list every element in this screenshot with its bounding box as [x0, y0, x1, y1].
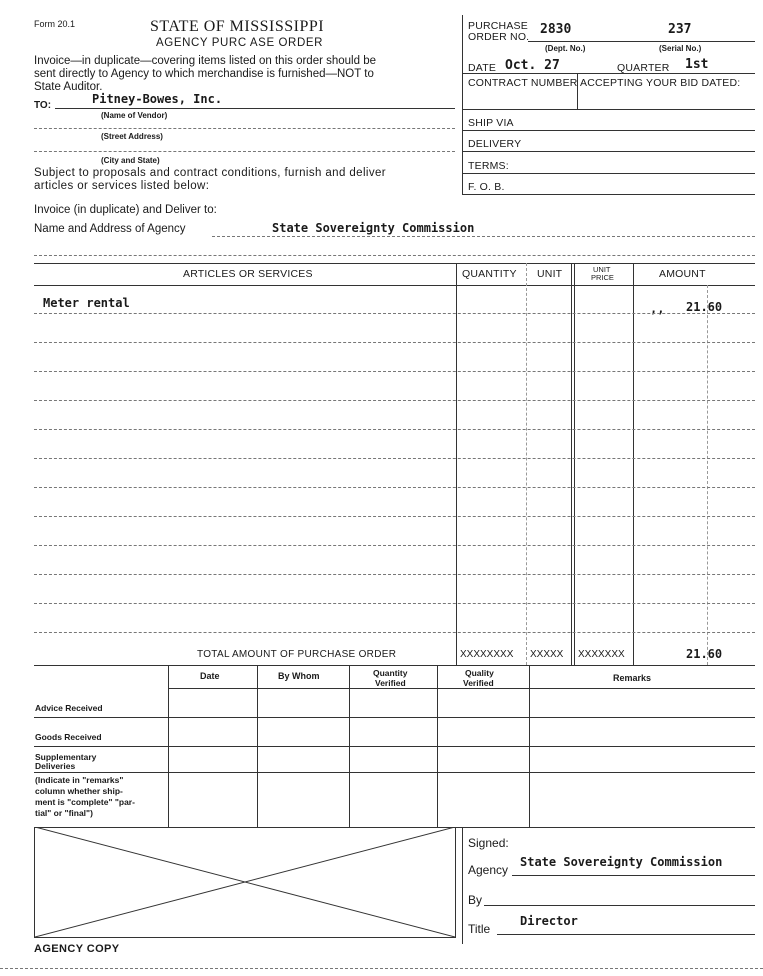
header-unit: UNIT: [537, 268, 563, 280]
header-amount: AMOUNT: [659, 268, 706, 280]
form-number: Form 20.1: [34, 19, 76, 29]
row-advice-received: Advice Received: [35, 703, 103, 713]
agency-name: State Sovereignty Commission: [272, 221, 475, 235]
name-of-vendor-label: (Name of Vendor): [101, 111, 168, 120]
header-unit-price-2: PRICE: [591, 273, 614, 282]
row-goods-received: Goods Received: [35, 732, 102, 742]
receipt-header-remarks: Remarks: [613, 673, 652, 683]
header-articles: ARTICLES OR SERVICES: [183, 268, 313, 280]
subject-line-1: Subject to proposals and contract conditions, furnish and deliver: [34, 167, 387, 179]
total-x-price: XXXXXXX: [578, 649, 625, 660]
ship-via-label: SHIP VIA: [468, 117, 514, 129]
street-address-label: (Street Address): [101, 132, 163, 141]
date-label: DATE: [468, 62, 497, 74]
vendor-name: Pitney-Bowes, Inc.: [92, 92, 223, 106]
instructions-line-3: State Auditor.: [34, 81, 103, 93]
terms-label: TERMS:: [468, 160, 509, 172]
row-supplementary-1: Supplementary: [35, 752, 97, 762]
receipt-header-by-whom: By Whom: [278, 671, 320, 681]
delivery-label: DELIVERY: [468, 138, 522, 150]
quarter-label: QUARTER: [617, 62, 670, 74]
fob-label: F. O. B.: [468, 181, 505, 193]
serial-no: 237: [668, 22, 692, 37]
agency-label: Agency: [468, 863, 509, 877]
date-value: Oct. 27: [505, 58, 560, 73]
receipt-header-quantity-1: Quantity: [373, 668, 408, 678]
agency-signature-value: State Sovereignty Commission: [520, 855, 723, 869]
accepting-bid-label: ACCEPTING YOUR BID DATED:: [580, 77, 741, 89]
item-amount-mark: ,,: [650, 302, 665, 316]
po-label-1: PURCHASE: [468, 20, 528, 32]
row-note-3: ment is "complete" "par-: [35, 797, 135, 807]
title-label: Title: [468, 922, 491, 936]
receipt-header-quality-2: Verified: [463, 678, 494, 688]
po-label-2: ORDER NO.: [468, 31, 530, 43]
city-state-label: (City and State): [101, 156, 160, 165]
dept-no-label: (Dept. No.): [545, 44, 586, 53]
header-unit-price-1: UNIT: [593, 265, 611, 274]
total-x-quantity: XXXXXXXX: [460, 649, 514, 660]
row-note-4: tial" or "final"): [35, 808, 93, 818]
receipt-header-date: Date: [200, 671, 220, 681]
instructions-line-1: Invoice—in duplicate—covering items listed on this order should be: [34, 55, 376, 67]
receipt-header-quality-1: Quality: [465, 668, 494, 678]
form-title: STATE OF MISSISSIPPI: [150, 18, 325, 35]
title-value: Director: [520, 914, 578, 928]
item-amount: 21.60: [686, 300, 723, 314]
item-article: Meter rental: [43, 296, 130, 310]
total-label: TOTAL AMOUNT OF PURCHASE ORDER: [197, 649, 397, 660]
signed-label: Signed:: [468, 836, 509, 850]
form-subtitle: AGENCY PURC ASE ORDER: [156, 37, 324, 49]
row-note-1: (Indicate in "remarks": [35, 775, 124, 785]
total-amount: 21.60: [686, 647, 723, 661]
invoice-deliver-label: Invoice (in duplicate) and Deliver to:: [34, 204, 217, 216]
header-quantity: QUANTITY: [462, 268, 517, 280]
row-supplementary-2: Deliveries: [35, 761, 76, 771]
total-x-unit: XXXXX: [530, 649, 564, 660]
agency-copy-label: AGENCY COPY: [34, 943, 120, 955]
subject-line-2: articles or services listed below:: [34, 180, 210, 192]
crossed-out-box: [34, 827, 456, 938]
serial-no-label: (Serial No.): [659, 44, 702, 53]
receipt-header-quantity-2: Verified: [375, 678, 406, 688]
by-label: By: [468, 893, 483, 907]
dept-no: 2830: [540, 22, 572, 37]
quarter-value: 1st: [685, 57, 709, 72]
instructions-line-2: sent directly to Agency to which merchandise is furnished—NOT to: [34, 68, 374, 80]
agency-address-label: Name and Address of Agency: [34, 223, 186, 235]
row-note-2: column whether ship-: [35, 786, 123, 796]
to-label: TO:: [34, 100, 52, 111]
cross-out-mark: [35, 827, 455, 937]
contract-number-label: CONTRACT NUMBER: [468, 77, 578, 89]
